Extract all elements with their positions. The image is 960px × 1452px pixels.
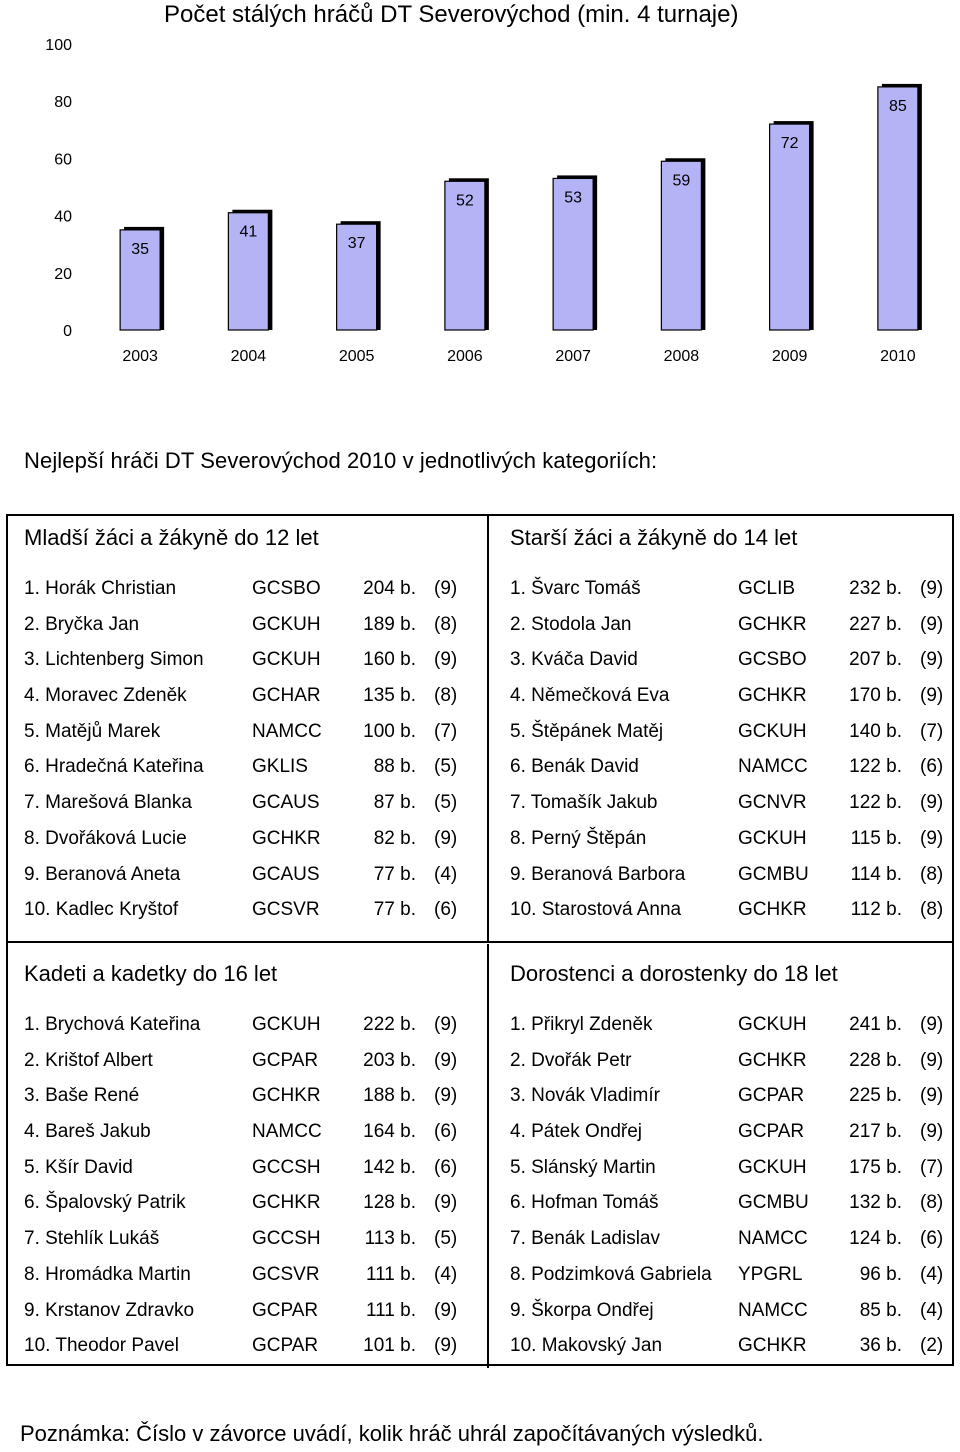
chart-title: Počet stálých hráčů DT Severovýchod (min. 4 turnaje) xyxy=(164,1,739,28)
points-value: 77 b. xyxy=(373,899,416,921)
club-code: GCAUS xyxy=(252,863,320,885)
results-count: (9) xyxy=(920,685,944,707)
player-name: 3. Novák Vladimír xyxy=(510,1085,660,1107)
ranking-row xyxy=(510,614,950,650)
points-value: 227 b. xyxy=(849,613,902,635)
club-code: GCKUH xyxy=(738,720,807,742)
club-code: GCPAR xyxy=(252,1299,319,1321)
player-name: 1. Přikryl Zdeněk xyxy=(510,1014,653,1035)
points-value: 122 b. xyxy=(849,792,902,814)
ranking-row xyxy=(24,1335,464,1371)
category-u14 xyxy=(494,516,960,940)
club-code: GCKUH xyxy=(252,1014,321,1035)
points-value: 87 b. xyxy=(373,792,416,814)
category-u16 xyxy=(8,952,478,1376)
column-divider-upper xyxy=(487,516,489,942)
points-value: 115 b. xyxy=(850,827,902,849)
club-code: GCMBU xyxy=(738,1192,809,1214)
results-count: (9) xyxy=(920,1014,944,1035)
player-name: 10. Starostová Anna xyxy=(510,899,682,921)
club-code: GCKUH xyxy=(252,613,321,635)
player-name: 5. Kšír David xyxy=(24,1156,133,1178)
x-tick-label: 2004 xyxy=(230,348,267,365)
player-name: 6. Hofman Tomáš xyxy=(510,1192,659,1214)
results-count: (9) xyxy=(920,792,944,814)
results-count: (9) xyxy=(920,1085,944,1107)
bar-value-label: 37 xyxy=(347,235,366,253)
results-count: (2) xyxy=(920,1335,944,1357)
points-value: 175 b. xyxy=(849,1156,902,1178)
column-divider-lower xyxy=(487,944,489,1368)
player-name: 4. Moravec Zdeněk xyxy=(24,685,187,707)
results-count: (9) xyxy=(434,1085,458,1107)
points-value: 112 b. xyxy=(850,899,902,921)
club-code: NAMCC xyxy=(252,720,322,742)
ranking-row xyxy=(510,1264,950,1300)
results-count: (6) xyxy=(434,1121,458,1143)
ranking-row xyxy=(510,899,950,935)
club-code: GCHKR xyxy=(738,685,807,707)
category-u18 xyxy=(494,952,960,1376)
player-name: 4. Pátek Ondřej xyxy=(510,1121,643,1143)
ranking-row xyxy=(24,1050,464,1086)
results-count: (9) xyxy=(434,1192,458,1214)
club-code: GCHKR xyxy=(738,1049,807,1071)
results-count: (9) xyxy=(920,827,944,849)
points-value: 207 b. xyxy=(849,649,902,671)
x-tick-label: 2008 xyxy=(663,348,700,365)
results-count: (6) xyxy=(434,899,458,921)
points-value: 124 b. xyxy=(849,1228,902,1250)
results-count: (4) xyxy=(434,863,458,885)
results-count: (7) xyxy=(920,1156,944,1178)
category-title: Kadeti a kadetky do 16 let xyxy=(24,961,278,986)
y-tick-label: 40 xyxy=(54,208,72,226)
club-code: GCHKR xyxy=(738,1335,807,1357)
ranking-row xyxy=(24,1157,464,1193)
ranking-row xyxy=(24,1121,464,1157)
results-count: (8) xyxy=(434,613,458,635)
player-name: 1. Horák Christian xyxy=(24,578,177,599)
club-code: GCAUS xyxy=(252,792,320,814)
ranking-row xyxy=(510,1228,950,1264)
ranking-row xyxy=(24,685,464,721)
results-count: (5) xyxy=(434,792,458,814)
ranking-row xyxy=(24,614,464,650)
ranking-row xyxy=(510,828,950,864)
ranking-row xyxy=(24,756,464,792)
y-tick-label: 80 xyxy=(54,94,72,112)
club-code: GCHKR xyxy=(252,1085,321,1107)
club-code: GCCSH xyxy=(252,1156,321,1178)
player-name: 9. Krstanov Zdravko xyxy=(24,1299,195,1321)
player-name: 5. Slánský Martin xyxy=(510,1156,656,1178)
points-value: 142 b. xyxy=(363,1156,416,1178)
club-code: NAMCC xyxy=(738,756,808,778)
x-axis-ticks xyxy=(122,348,915,365)
club-code: GCHKR xyxy=(738,613,807,635)
club-code: GCMBU xyxy=(738,863,809,885)
results-count: (8) xyxy=(434,685,458,707)
club-code: YPGRL xyxy=(738,1263,803,1285)
results-count: (6) xyxy=(920,756,944,778)
player-name: 8. Perný Štěpán xyxy=(510,827,647,849)
club-code: NAMCC xyxy=(738,1228,808,1250)
points-value: 188 b. xyxy=(363,1085,416,1107)
club-code: GKLIS xyxy=(252,756,308,778)
player-name: 4. Němečková Eva xyxy=(510,685,670,707)
points-value: 101 b. xyxy=(363,1335,416,1357)
ranking-row xyxy=(510,864,950,900)
results-count: (7) xyxy=(920,720,944,742)
bar-series xyxy=(120,84,922,330)
ranking-row xyxy=(24,1300,464,1336)
ranking-row xyxy=(24,1264,464,1300)
club-code: GCSVR xyxy=(252,899,320,921)
bar xyxy=(878,84,922,330)
ranking-row xyxy=(24,828,464,864)
section-heading: Nejlepší hráči DT Severovýchod 2010 v jednotlivých kategoriích: xyxy=(24,448,658,473)
player-name: 1. Brychová Kateřina xyxy=(24,1014,201,1035)
club-code: GCPAR xyxy=(252,1335,319,1357)
points-value: 77 b. xyxy=(373,863,416,885)
results-count: (9) xyxy=(434,1049,458,1071)
club-code: NAMCC xyxy=(252,1121,322,1143)
bar-value-label: 53 xyxy=(564,189,583,207)
bar-value-label: 41 xyxy=(239,223,258,241)
club-code: GCKUH xyxy=(252,649,321,671)
club-code: GCHKR xyxy=(252,827,321,849)
ranking-row xyxy=(24,899,464,935)
ranking-row xyxy=(24,1228,464,1264)
player-name: 3. Lichtenberg Simon xyxy=(24,649,204,671)
x-tick-label: 2005 xyxy=(338,348,375,365)
bar-value-label: 52 xyxy=(455,192,474,210)
points-value: 122 b. xyxy=(849,756,902,778)
club-code: GCSBO xyxy=(738,649,807,671)
results-count: (9) xyxy=(434,1299,458,1321)
results-count: (7) xyxy=(434,720,458,742)
results-count: (9) xyxy=(920,1049,944,1071)
results-count: (4) xyxy=(434,1263,458,1285)
player-name: 7. Tomašík Jakub xyxy=(510,792,658,814)
ranking-row xyxy=(510,756,950,792)
points-value: 204 b. xyxy=(363,578,416,599)
player-name: 4. Bareš Jakub xyxy=(24,1121,151,1143)
club-code: GCPAR xyxy=(738,1121,805,1143)
results-count: (4) xyxy=(920,1299,944,1321)
points-value: 225 b. xyxy=(849,1085,902,1107)
results-count: (8) xyxy=(920,899,944,921)
club-code: GCSBO xyxy=(252,578,321,599)
player-name: 6. Špalovský Patrik xyxy=(24,1192,186,1214)
ranking-row xyxy=(510,649,950,685)
player-name: 7. Benák Ladislav xyxy=(510,1228,660,1250)
ranking-row xyxy=(510,1335,950,1371)
club-code: GCPAR xyxy=(738,1085,805,1107)
bar-value-label: 72 xyxy=(780,135,799,153)
bar-value-label: 85 xyxy=(888,97,907,115)
ranking-row xyxy=(24,649,464,685)
player-name: 6. Benák David xyxy=(510,756,639,778)
results-count: (9) xyxy=(920,1121,944,1143)
club-code: GCKUH xyxy=(738,1014,807,1035)
ranking-row xyxy=(510,1085,950,1121)
results-count: (5) xyxy=(434,756,458,778)
ranking-row xyxy=(510,721,950,757)
category-title: Mladší žáci a žákyně do 12 let xyxy=(24,525,319,550)
ranking-row xyxy=(510,578,950,614)
footnote: Poznámka: Číslo v závorce uvádí, kolik hráč uhrál započítávaných výsledků. xyxy=(20,1421,764,1446)
club-code: GCPAR xyxy=(252,1049,319,1071)
points-value: 114 b. xyxy=(850,863,902,885)
player-name: 9. Beranová Barbora xyxy=(510,863,686,885)
points-value: 222 b. xyxy=(363,1014,416,1035)
points-value: 135 b. xyxy=(363,685,416,707)
points-value: 132 b. xyxy=(849,1192,902,1214)
points-value: 241 b. xyxy=(849,1014,902,1035)
points-value: 96 b. xyxy=(859,1263,902,1285)
player-name: 3. Kváča David xyxy=(510,649,638,671)
club-code: GCCSH xyxy=(252,1228,321,1250)
y-axis-ticks xyxy=(45,37,72,340)
ranking-row xyxy=(24,792,464,828)
ranking-row xyxy=(24,721,464,757)
player-name: 7. Stehlík Lukáš xyxy=(24,1228,160,1250)
ranking-row xyxy=(24,1085,464,1121)
results-count: (9) xyxy=(920,578,944,599)
player-name: 3. Baše René xyxy=(24,1085,140,1107)
category-title: Dorostenci a dorostenky do 18 let xyxy=(510,961,838,986)
player-name: 7. Marešová Blanka xyxy=(24,792,192,814)
ranking-row xyxy=(510,1050,950,1086)
points-value: 128 b. xyxy=(363,1192,416,1214)
club-code: GCSVR xyxy=(252,1263,320,1285)
club-code: GCNVR xyxy=(738,792,807,814)
ranking-row xyxy=(510,1300,950,1336)
points-value: 189 b. xyxy=(363,613,416,635)
results-count: (9) xyxy=(434,578,458,599)
club-code: GCHAR xyxy=(252,685,321,707)
x-tick-label: 2009 xyxy=(771,348,808,365)
ranking-row xyxy=(510,792,950,828)
row-divider xyxy=(8,941,952,943)
points-value: 82 b. xyxy=(373,827,416,849)
club-code: NAMCC xyxy=(738,1299,808,1321)
x-tick-label: 2007 xyxy=(555,348,591,365)
ranking-list xyxy=(510,578,950,935)
player-name: 6. Hradečná Kateřina xyxy=(24,756,204,778)
results-count: (6) xyxy=(920,1228,944,1250)
player-name: 5. Štěpánek Matěj xyxy=(510,720,664,742)
category-u12 xyxy=(8,516,478,940)
player-name: 2. Stodola Jan xyxy=(510,613,632,635)
ranking-row xyxy=(510,685,950,721)
player-name: 10. Theodor Pavel xyxy=(24,1335,179,1357)
ranking-list xyxy=(24,1014,464,1371)
points-value: 88 b. xyxy=(373,756,416,778)
ranking-row xyxy=(510,1192,950,1228)
player-name: 8. Dvořáková Lucie xyxy=(24,827,187,849)
points-value: 111 b. xyxy=(365,1299,416,1321)
x-tick-label: 2006 xyxy=(447,348,483,365)
y-tick-label: 20 xyxy=(54,265,72,283)
points-value: 228 b. xyxy=(849,1049,902,1071)
player-name: 1. Švarc Tomáš xyxy=(510,578,641,599)
ranking-row xyxy=(510,1014,950,1050)
category-ranking-table xyxy=(6,514,954,1366)
results-count: (9) xyxy=(920,649,944,671)
results-count: (9) xyxy=(434,649,458,671)
player-name: 2. Dvořák Petr xyxy=(510,1049,632,1071)
points-value: 232 b. xyxy=(849,578,902,599)
ranking-list xyxy=(510,1014,950,1371)
points-value: 113 b. xyxy=(364,1228,416,1250)
results-count: (8) xyxy=(920,1192,944,1214)
ranking-row xyxy=(24,864,464,900)
points-value: 160 b. xyxy=(363,649,416,671)
player-name: 5. Matějů Marek xyxy=(24,720,161,742)
ranking-row xyxy=(24,1014,464,1050)
points-value: 140 b. xyxy=(849,720,902,742)
club-code: GCHKR xyxy=(252,1192,321,1214)
player-name: 2. Bryčka Jan xyxy=(24,613,140,635)
player-name: 8. Podzimková Gabriela xyxy=(510,1263,712,1285)
points-value: 217 b. xyxy=(849,1121,902,1143)
player-name: 9. Beranová Aneta xyxy=(24,863,181,885)
player-name: 8. Hromádka Martin xyxy=(24,1263,191,1285)
points-value: 111 b. xyxy=(365,1263,416,1285)
ranking-list xyxy=(24,578,464,935)
x-tick-label: 2010 xyxy=(880,348,916,365)
ranking-row xyxy=(510,1157,950,1193)
club-code: GCHKR xyxy=(738,899,807,921)
club-code: GCLIB xyxy=(738,578,796,599)
points-value: 203 b. xyxy=(363,1049,416,1071)
club-code: GCKUH xyxy=(738,827,807,849)
results-count: (9) xyxy=(920,613,944,635)
results-count: (9) xyxy=(434,1014,458,1035)
results-count: (9) xyxy=(434,1335,458,1357)
bar xyxy=(770,121,814,330)
points-value: 36 b. xyxy=(859,1335,902,1357)
results-count: (8) xyxy=(920,863,944,885)
player-name: 2. Krištof Albert xyxy=(24,1049,153,1071)
results-count: (5) xyxy=(434,1228,458,1250)
club-code: GCKUH xyxy=(738,1156,807,1178)
x-tick-label: 2003 xyxy=(122,348,158,365)
y-tick-label: 60 xyxy=(54,151,72,169)
players-bar-chart xyxy=(0,0,960,380)
category-title: Starší žáci a žákyně do 14 let xyxy=(510,525,798,550)
player-name: 10. Kadlec Kryštof xyxy=(24,899,179,921)
points-value: 100 b. xyxy=(363,720,416,742)
y-tick-label: 0 xyxy=(63,323,72,340)
points-value: 85 b. xyxy=(859,1299,902,1321)
bar-value-label: 35 xyxy=(131,240,150,258)
player-name: 9. Škorpa Ondřej xyxy=(510,1299,654,1321)
points-value: 170 b. xyxy=(849,685,902,707)
results-count: (9) xyxy=(434,827,458,849)
ranking-row xyxy=(24,1192,464,1228)
points-value: 164 b. xyxy=(363,1121,416,1143)
player-name: 10. Makovský Jan xyxy=(510,1335,663,1357)
y-tick-label: 100 xyxy=(45,37,72,54)
results-count: (6) xyxy=(434,1156,458,1178)
bar-value-label: 59 xyxy=(672,172,691,190)
results-count: (4) xyxy=(920,1263,944,1285)
ranking-row xyxy=(24,578,464,614)
ranking-row xyxy=(510,1121,950,1157)
